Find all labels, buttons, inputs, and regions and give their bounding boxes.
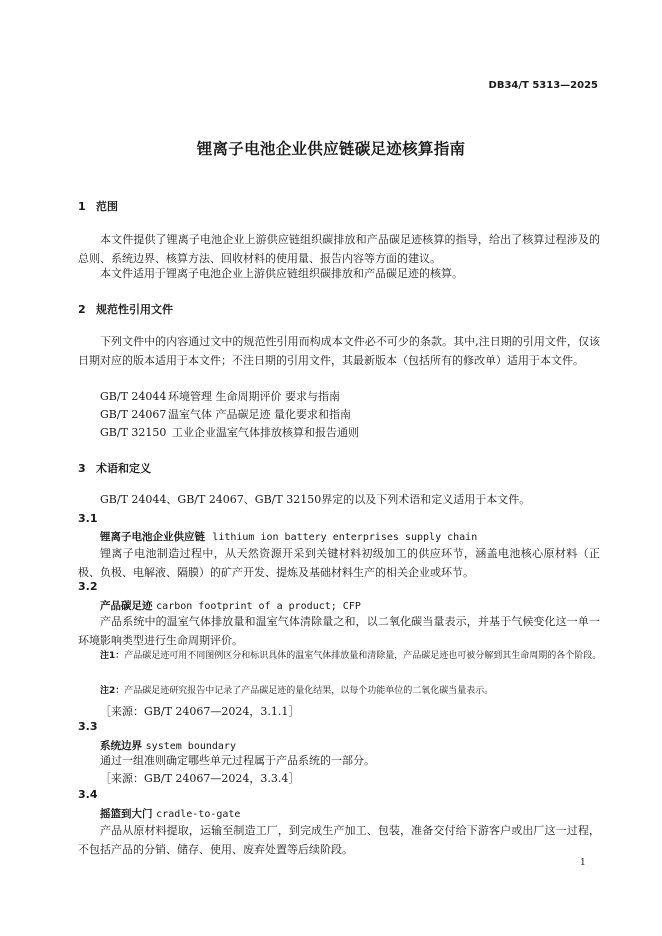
term-zh: 锂离子电池企业供应链 (100, 531, 205, 543)
note-label: 注1： (100, 651, 125, 661)
term-note (100, 682, 600, 700)
normative-intro: 下列文件中的内容通过文中的规范性引用而构成本文件必不可少的条款。其中,注日期的引用文件，仅该日期对应的版本适用于本文件；不注日期的引用文件，其最新版本（包括所有的修改单）适用于本文件。 (78, 335, 600, 367)
term-heading (100, 598, 361, 613)
standard-number: DB34/T 5313—2025 (488, 80, 598, 91)
section-heading-2 (78, 301, 173, 317)
terms-intro: GB/T 24044、GB/T 24067、GB/T 32150界定的以及下列术语和定义适用于本文件。 (100, 493, 531, 506)
term-definition: 锂离子电池制造过程中，从天然资源开采到关键材料初级加工的供应环节，涵盖电池核心原材料（正极、负极、电解液、隔膜）的矿产开发、提炼及基础材料生产的相关企业或环节。 (78, 547, 600, 579)
reference-item (100, 406, 351, 422)
section-heading-1 (78, 198, 118, 214)
term-definition: 产品系统中的温室气体排放量和温室气体清除量之和，以二氧化碳当量表示，并基于气候变化这一单一环境影响类型进行生命周期评价。 (78, 615, 600, 647)
note-text: 产品碳足迹研究报告中记录了产品碳足迹的量化结果，以每个功能单位的二氧化碳当量表示。 (124, 686, 494, 696)
term-heading (100, 529, 477, 544)
section-heading-3 (78, 460, 151, 476)
scope-paragraph-1: 本文件提供了锂离子电池企业上游供应链组织碳排放和产品碳足迹核算的指导，给出了核算过程涉及的总则、系统边界、核算方法、回收材料的使用量、报告内容等方面的建议。 (78, 233, 600, 265)
reference-code: GB/T 24067 (100, 408, 167, 421)
section-number: 2 (78, 303, 86, 316)
term-zh: 系统边界 (100, 740, 142, 752)
note-label: 注2： (100, 686, 125, 696)
reference-item (100, 388, 340, 404)
term-heading (100, 738, 236, 753)
section-title: 范围 (96, 200, 118, 213)
term-number: 3.4 (78, 788, 98, 801)
term-en: cradle-to-gate (156, 809, 241, 820)
term-en: system boundary (145, 741, 236, 752)
term-zh: 产品碳足迹 (100, 600, 153, 612)
reference-code: GB/T 24044 (100, 390, 167, 403)
reference-name: 温室气体 产品碳足迹 量化要求和指南 (168, 408, 351, 421)
reference-item (100, 424, 359, 440)
section-title: 规范性引用文件 (96, 303, 173, 316)
term-source: ［来源：GB/T 24067—2024，3.1.1］ (100, 705, 300, 718)
term-source: ［来源：GB/T 24067—2024，3.3.4］ (100, 772, 300, 785)
section-number: 1 (78, 200, 86, 213)
term-note (100, 647, 624, 665)
section-title: 术语和定义 (96, 462, 151, 475)
term-heading (100, 806, 240, 821)
reference-code: GB/T 32150 (100, 426, 167, 439)
term-number: 3.2 (78, 580, 98, 593)
term-definition: 产品从原材料提取，运输至制造工厂，到完成生产加工、包装，准备交付给下游客户或出厂这一过程，不包括产品的分销、储存、使用、废弃处置等后续阶段。 (78, 824, 600, 856)
term-en: lithium ion battery enterprises supply chain (212, 532, 478, 543)
section-number: 3 (78, 462, 86, 475)
term-en: carbon footprint of a product; CFP (156, 601, 361, 612)
reference-name: 工业企业温室气体排放核算和报告通则 (172, 426, 359, 439)
reference-name: 环境管理 生命周期评价 要求与指南 (168, 390, 340, 403)
term-definition: 通过一组准则确定哪些单元过程属于产品系统的一部分。 (100, 754, 375, 767)
note-text: 产品碳足迹可用不同图例区分和标识具体的温室气体排放量和清除量，产品碳足迹也可被分解到其生命周期的各个阶段。 (124, 651, 602, 661)
page-number: 1 (580, 858, 586, 868)
term-number: 3.3 (78, 720, 98, 733)
term-number: 3.1 (78, 512, 98, 525)
scope-paragraph-2: 本文件适用于锂离子电池企业上游供应链组织碳排放和产品碳足迹的核算。 (100, 267, 463, 280)
document-title: 锂离子电池企业供应链碳足迹核算指南 (196, 140, 466, 158)
term-zh: 摇篮到大门 (100, 808, 153, 820)
